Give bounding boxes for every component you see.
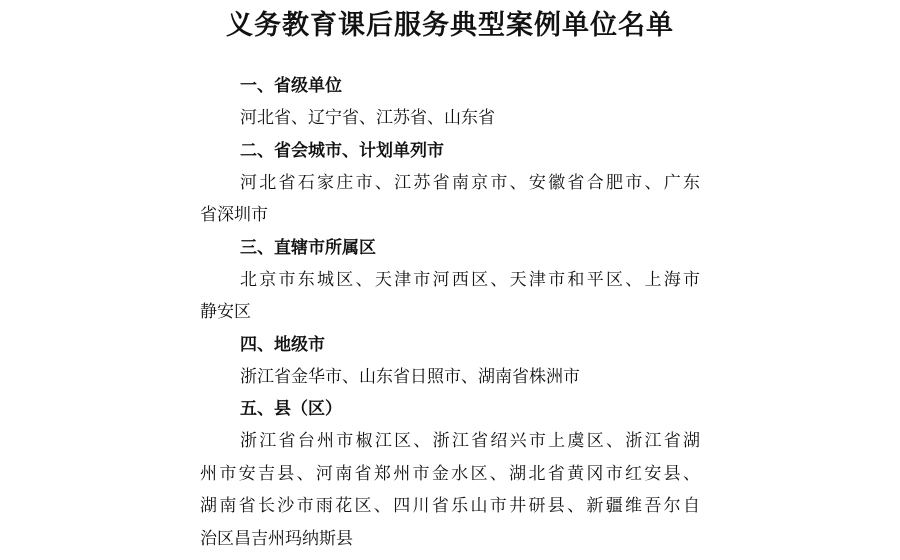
section-line: 治区昌吉州玛纳斯县 — [200, 528, 353, 549]
section-heading: 三、直辖市所属区 — [240, 237, 376, 258]
section-line: 浙江省金华市、山东省日照市、湖南省株洲市 — [240, 366, 580, 387]
section-line: 北京市东城区、天津市河西区、天津市和平区、上海市 — [240, 269, 700, 290]
section-line: 浙江省台州市椒江区、浙江省绍兴市上虞区、浙江省湖 — [240, 431, 700, 451]
section-body — [200, 425, 700, 555]
section-heading: 四、地级市 — [240, 334, 325, 355]
section-provincial — [200, 70, 700, 135]
section-body — [200, 167, 700, 232]
section-line: 省深圳市 — [200, 205, 268, 225]
section-line: 湖南省长沙市雨花区、四川省乐山市井研县、新疆维吾尔自 — [200, 496, 700, 516]
section-body — [200, 102, 700, 135]
section-counties — [200, 393, 700, 555]
section-heading: 二、省会城市、计划单列市 — [240, 140, 444, 161]
section-prefecture-cities — [200, 329, 700, 394]
section-body — [200, 361, 700, 394]
section-body — [200, 264, 700, 329]
section-municipal-districts — [200, 232, 700, 329]
section-capital-cities — [200, 135, 700, 232]
section-line: 州市安吉县、河南省郑州市金水区、湖北省黄冈市红安县、 — [200, 463, 700, 484]
section-heading: 一、省级单位 — [240, 76, 342, 96]
section-heading: 五、县（区） — [240, 399, 342, 419]
section-line: 河北省、辽宁省、江苏省、山东省 — [240, 108, 495, 128]
document-content — [200, 70, 700, 555]
section-line: 静安区 — [200, 302, 251, 322]
section-line: 河北省石家庄市、江苏省南京市、安徽省合肥市、广东 — [240, 172, 700, 193]
document-title: 义务教育课后服务典型案例单位名单 — [226, 10, 674, 41]
